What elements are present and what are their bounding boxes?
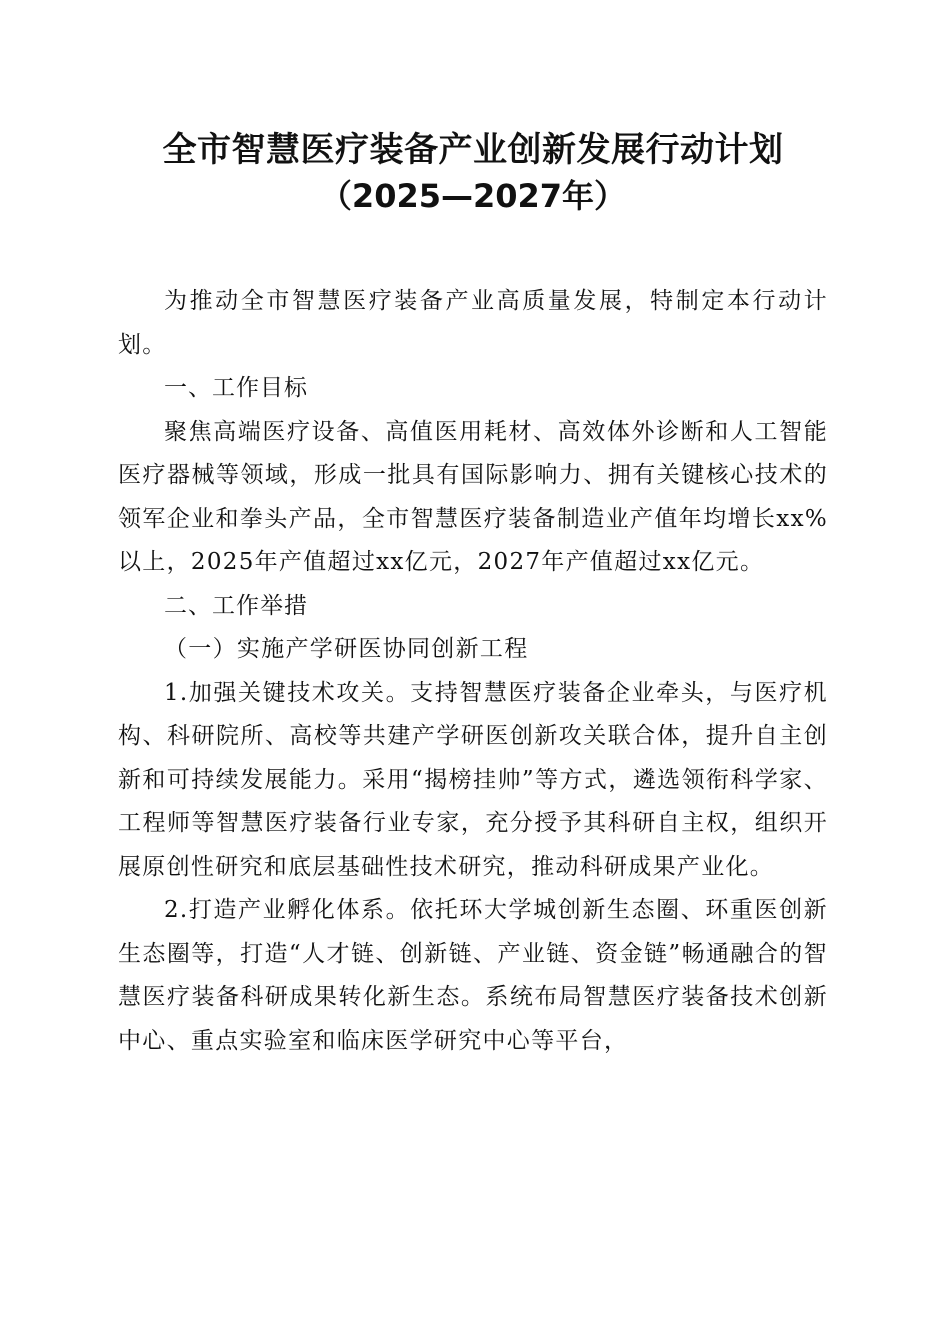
measure-item-2: 2.打造产业孵化体系。依托环大学城创新生态圈、环重医创新生态圈等，打造“人才链、创新链、产业链、资金链”畅通融合的智慧医疗装备科研成果转化新生态。系统布局智慧医疗装备技术创新中心、重点实验室和临床医学研究中心等平台， — [118, 897, 828, 1054]
intro-paragraph: 为推动全市智慧医疗装备产业高质量发展，特制定本行动计划。 — [118, 288, 828, 358]
section-heading-goals: 一、工作目标 — [164, 375, 308, 401]
measure-item-1: 1.加强关键技术攻关。支持智慧医疗装备企业牵头，与医疗机构、科研院所、高校等共建产学研医创新攻关联合体，提升自主创新和可持续发展能力。采用“揭榜挂帅”等方式，遴选领衔科学家、工程师等智慧医疗装备行业专家，充分授予其科研自主权，组织开展原创性研究和底层基础性技术研究，推动科研成果产业化。 — [118, 679, 828, 880]
subsection-heading-innovation: （一）实施产学研医协同创新工程 — [164, 636, 529, 662]
document-subtitle: （2025—2027年） — [319, 177, 627, 215]
document-page — [118, 128, 828, 1063]
section-heading-measures: 二、工作举措 — [164, 592, 308, 619]
spacer — [118, 218, 828, 280]
document-title: 全市智慧医疗装备产业创新发展行动计划 — [162, 130, 784, 170]
goals-paragraph: 聚焦高端医疗设备、高值医用耗材、高效体外诊断和人工智能医疗器械等领域，形成一批具有国际影响力、拥有关键核心技术的领军企业和拳头产品，全市智慧医疗装备制造业产值年均增长xx%以上，2025年产值超过xx亿元，2027年产值超过xx亿元。 — [118, 418, 828, 575]
